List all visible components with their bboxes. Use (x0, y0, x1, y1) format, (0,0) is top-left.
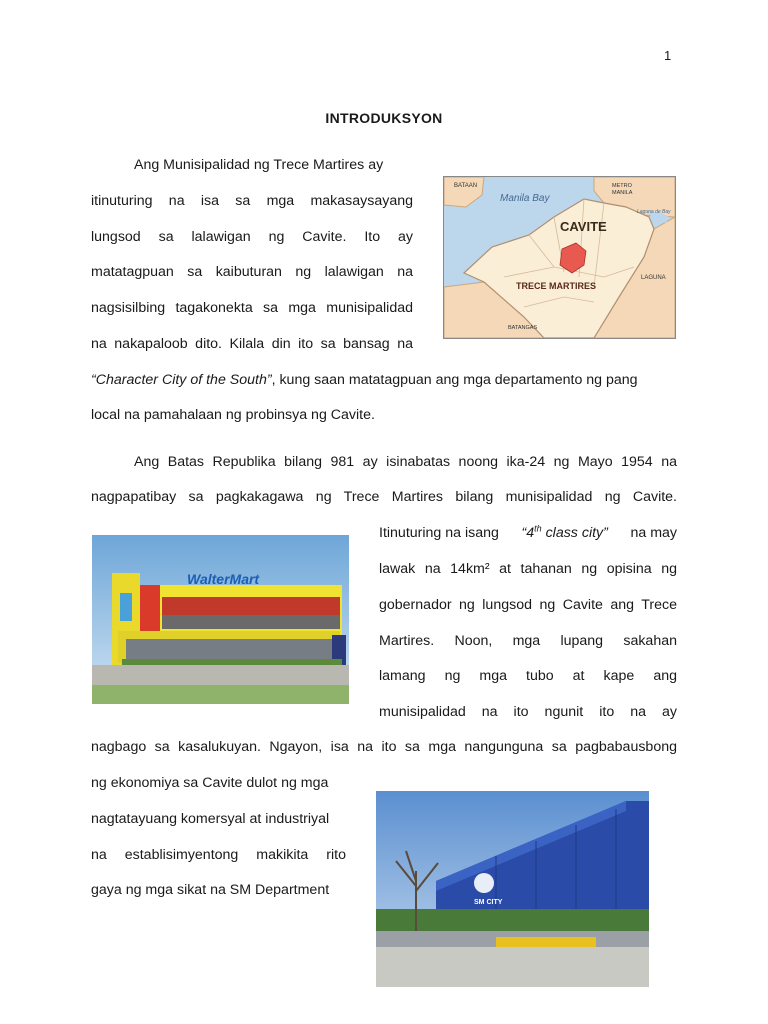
p2-right-line-2: gobernador ng lungsod ng Cavite ang Trece (379, 597, 677, 613)
p1-line-3: lungsod sa lalawigan ng Cavite. Ito ay (91, 229, 413, 245)
p2-line-3-end: na may (630, 525, 677, 541)
map-lagunabay-label: Laguna de Bay (637, 209, 671, 215)
p2-right-line-5: munisipalidad na ito ngunit ito na ay (379, 704, 677, 720)
mall-photo (376, 791, 649, 987)
p2-line-1: Ang Batas Republika bilang 981 ay isinabatas noong ika-24 ng Mayo 1954 na (134, 454, 677, 470)
class-post: class city” (541, 525, 608, 541)
p2-line-3-pre: Itinuturing na isang (379, 525, 499, 541)
cavite-map (443, 176, 676, 339)
p1-line-7 (91, 370, 638, 390)
mall-photo-svg (376, 791, 649, 987)
p2-right-line-1: lawak na 14km² at tahanan ng opisina ng (379, 561, 677, 577)
map-bataan-label: BATAAN (454, 183, 478, 189)
p2-line-3 (379, 523, 677, 543)
p2-full-line: nagbago sa kasalukuyan. Ngayon, isa na ito sa mga nangunguna sa pagbabausbong (91, 739, 677, 755)
map-metro-label: METRO MANILA (612, 183, 633, 196)
p2-left-line-3: na establisimyentong makikita rito (91, 847, 346, 863)
map-town-label: TRECE MARTIRES (516, 281, 597, 291)
map-batangas-label: BATANGAS (508, 325, 538, 331)
class-city-quote (522, 523, 608, 543)
p1-line-2: itinuturing na isa sa mga makasaysayang (91, 193, 413, 209)
map-province-label: CAVITE (560, 219, 607, 234)
p2-left-line-2: nagtatayuang komersyal at industriyal (91, 811, 330, 827)
p2-right-line-3: Martires. Noon, mga lupang sakahan (379, 633, 677, 649)
page-title: INTRODUKSYON (325, 110, 443, 126)
p2-right-line-4: lamang ng mga tubo at kape ang (379, 668, 677, 684)
p1-line-1: Ang Munisipalidad ng Trece Martires ay (134, 157, 384, 173)
nickname-quote: “Character City of the South” (91, 372, 272, 388)
page-number: 1 (664, 48, 672, 63)
store-sign: WalterMart (187, 571, 260, 587)
p1-line-6: na nakapaloob dito. Kilala din ito sa bansag na (91, 336, 413, 352)
p2-line-2: nagpapatibay sa pagkakagawa ng Trece Martires bilang munisipalidad ng Cavite. (91, 489, 677, 505)
p1-line-4: matatagpuan sa kaibuturan ng lalawigan na (91, 264, 413, 280)
store-photo (92, 535, 349, 704)
class-sup: th (534, 523, 542, 534)
p2-left-line-4: gaya ng mga sikat na SM Department (91, 882, 330, 898)
p1-line-5: nagsisilbing tagakonekta sa mga munisipalidad (91, 300, 413, 316)
class-num: “4 (521, 525, 535, 541)
p1-line-7-rest: , kung saan matatagpuan ang mga departamento ng pang (271, 372, 638, 388)
p1-line-8: local na pamahalaan ng probinsya ng Cavite. (91, 407, 375, 423)
map-bay-label: Manila Bay (500, 193, 550, 204)
store-photo-svg (92, 535, 349, 704)
mall-sign: SM CITY (474, 899, 503, 906)
map-laguna-label: LAGUNA (641, 275, 666, 281)
p2-left-line-1: ng ekonomiya sa Cavite dulot ng mga (91, 775, 329, 791)
cavite-map-svg (444, 177, 675, 338)
